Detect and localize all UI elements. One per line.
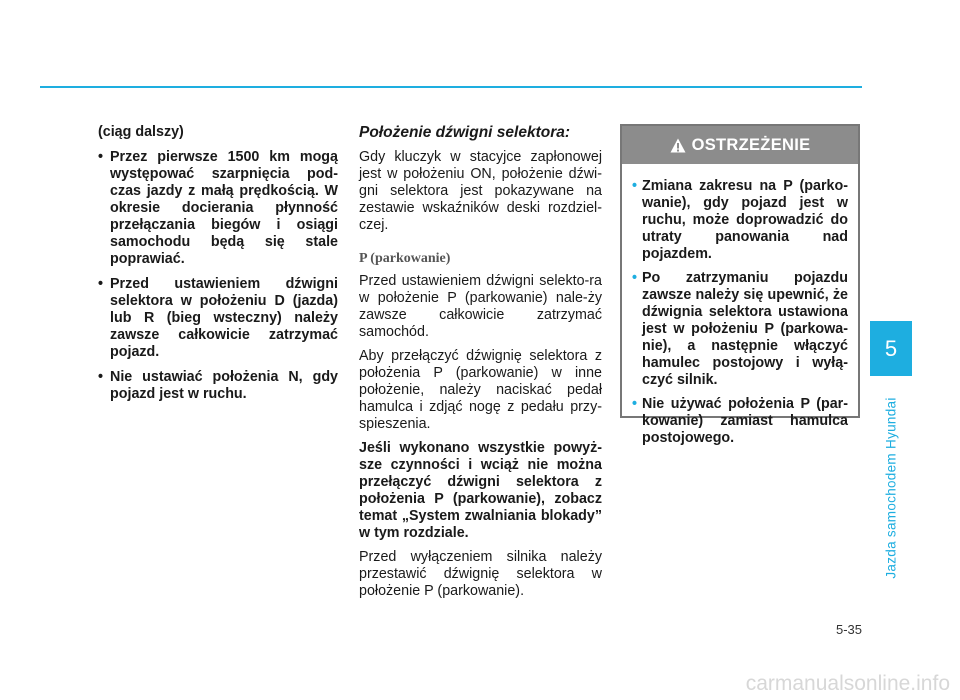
- paragraph: Przed wyłączeniem silnika należy przestawić dźwignię selektora w położenie P (parkowanie).: [359, 549, 602, 599]
- bullet-icon: •: [98, 149, 104, 165]
- intro-paragraph: Gdy kluczyk w stacyjce zapłonowej jest w położeniu ON, położenie dźwi-gni selektora jest pokazywane na zestawie wskaźników deski rozdziel-czej.: [359, 149, 602, 233]
- bullet-icon: •: [98, 369, 104, 385]
- bullet-icon: •: [98, 276, 104, 292]
- bullet-icon: •: [632, 270, 638, 286]
- middle-column: [359, 124, 602, 607]
- list-item: • Zmiana zakresu na P (parko-wanie), gdy pojazd jest w ruchu, może doprowadzić do utraty panowania nad pojazdem.: [632, 178, 848, 262]
- list-item: • Nie ustawiać położenia N, gdy pojazd jest w ruchu.: [98, 369, 338, 402]
- paragraph: Przed ustawieniem dźwigni selekto-ra w położenie P (parkowanie) nale-ży zawsze całkowicie zatrzymać samochód.: [359, 273, 602, 340]
- page-number: 5-35: [835, 622, 862, 637]
- watermark: carmanualsonline.info: [745, 672, 950, 695]
- subheading-park: P (parkowanie): [359, 251, 451, 266]
- chapter-tab: 5: [870, 321, 912, 376]
- top-divider: [40, 86, 862, 88]
- warning-triangle-icon: [670, 138, 686, 153]
- list-item: • Po zatrzymaniu pojazdu zawsze należy się upewnić, że dźwignia selektora ustawiona jest w położeniu P (parkowa-nie), a następnie włączyć hamulec postojowy i wyłą-czyć silnik.: [632, 270, 848, 388]
- bullet-icon: •: [632, 396, 638, 412]
- left-column: [98, 124, 338, 411]
- list-item: • Nie używać położenia P (par-kowanie) zamiast hamulca postojowego.: [632, 396, 848, 446]
- bold-paragraph: Jeśli wykonano wszystkie powyż-sze czynności i wciąż nie można przełączyć dźwigni selektora z położenia P (parkowanie), zobacz temat „System zwalniania blokady” w tym rozdziale.: [359, 440, 602, 541]
- section-heading: Położenie dźwigni selektora:: [359, 124, 571, 141]
- list-item: • Przed ustawieniem dźwigni selektora w położeniu D (jazda) lub R (bieg wsteczny) należy zawsze całkowicie zatrzymać pojazd.: [98, 276, 338, 360]
- chapter-title: Jazda samochodem Hyundai: [883, 397, 899, 579]
- warning-box: [620, 124, 860, 446]
- warning-title: OSTRZEŻENIE: [691, 135, 811, 154]
- bullet-icon: •: [632, 178, 638, 194]
- warning-body: [622, 164, 858, 447]
- list-item: • Przez pierwsze 1500 km mogą występować szarpnięcia pod-czas jazdy z małą prędkością. W okresie docierania płynność przełączania biegów i osiągi samochodu będą się stale poprawiać.: [98, 149, 338, 267]
- warning-list: [632, 178, 848, 447]
- continued-label: (ciąg dalszy): [98, 124, 184, 140]
- bullet-list: [98, 149, 338, 403]
- paragraph: Aby przełączyć dźwignię selektora z położenia P (parkowanie) w inne położenie, należy naciskać pedał hamulca i zdjąć nogę z pedału przy-spieszenia.: [359, 348, 602, 432]
- warning-header: [622, 126, 858, 164]
